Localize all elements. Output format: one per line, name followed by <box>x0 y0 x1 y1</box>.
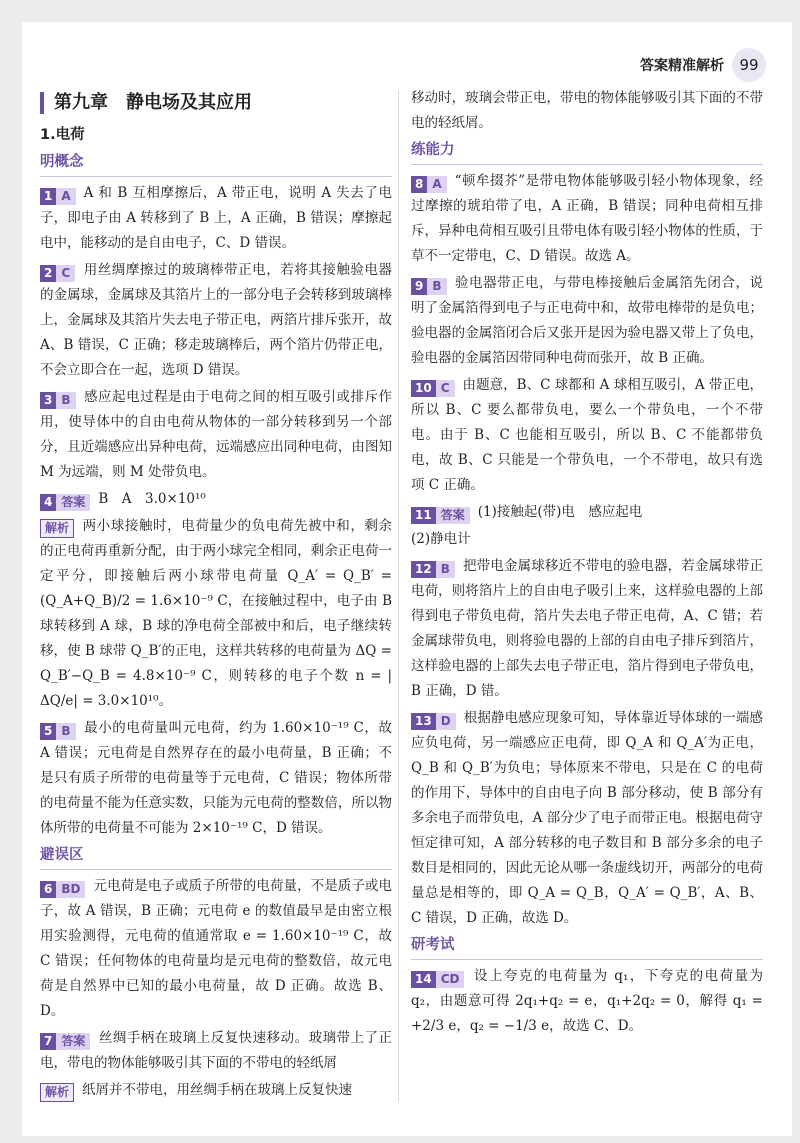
question-number: 8 <box>411 176 427 193</box>
page-header <box>640 48 766 82</box>
question-number: 11 <box>411 507 436 524</box>
analysis-item <box>40 514 392 714</box>
analysis-tag: 解析 <box>40 519 74 538</box>
answer-item <box>40 385 392 485</box>
answer-item <box>411 500 763 525</box>
answer-text: 感应起电过程是由于电荷之间的相互吸引或排斥作用，使导体中的自由电荷从物体的一部分转移到另一个部分，且近端感应出异种电荷，远端感应出同种电荷，由图知 M 为远端，则 M 处带负电。 <box>40 389 392 480</box>
page-number: 99 <box>732 48 766 82</box>
answer-text-line2: (2)静电计 <box>411 531 471 547</box>
answer-badge <box>411 713 456 730</box>
answer-badge <box>40 723 76 740</box>
question-number: 13 <box>411 713 436 730</box>
answer-item <box>411 271 763 371</box>
answer-tag: 答案 <box>56 494 90 511</box>
answer-badge <box>411 507 470 524</box>
answer-item <box>411 964 763 1039</box>
answer-text: 元电荷是电子或质子所带的电荷量，不是质子或电子，故 A 错误，B 正确；元电荷 e 的数值最早是由密立根用实验测得，元电荷的值通常取 e = 1.60×10⁻¹⁹ C，故 C 错误；任何物体的电荷量均是元电荷的整数倍，故元电荷是自然界中已知的最小电荷量，故 D 正确。故选 B、D。 <box>40 878 392 1019</box>
answer-item <box>411 554 763 704</box>
answer-badge <box>40 1033 90 1050</box>
chapter-heading <box>40 90 392 115</box>
answer-item <box>40 1026 392 1076</box>
analysis-text: 纸屑并不带电，用丝绸手柄在玻璃上反复快速 <box>82 1082 353 1098</box>
answer-letter: B <box>56 392 75 409</box>
chapter-title: 第九章 静电场及其应用 <box>54 92 252 113</box>
answer-letter: B <box>56 723 75 740</box>
subsection-title: 避误区 <box>40 843 392 870</box>
section-title: 1.电荷 <box>40 127 85 143</box>
question-number: 6 <box>40 881 56 898</box>
answer-text: 设上夸克的电荷量为 q₁，下夸克的电荷量为 q₂，由题意可得 2q₁+q₂ = e，q₁+2q₂ = 0，解得 q₁ = +2/3 e，q₂ = −1/3 e，故选 C、D。 <box>411 968 763 1034</box>
header-title: 答案精准解析 <box>640 58 724 74</box>
answer-item <box>40 716 392 841</box>
answer-item <box>40 487 392 512</box>
answer-item <box>40 181 392 256</box>
answer-letter: A <box>427 176 446 193</box>
answer-text: A 和 B 互相摩擦后，A 带正电，说明 A 失去了电子，即电子由 A 转移到了 B 上，A 正确，B 错误；摩擦起电中，能移动的是自由电子，C、D 错误。 <box>40 185 392 251</box>
answer-letter: C <box>436 380 455 397</box>
analysis-item <box>40 1078 392 1103</box>
question-number: 1 <box>40 188 56 205</box>
analysis-text: 两小球接触时，电荷量少的负电荷先被中和，剩余的正电荷再重新分配，由于两小球完全相同，剩余正电荷一定平分，即接触后两小球带电荷量 Q_A′ = Q_B′ = (Q_A+Q_B)/2 = 1.6×10⁻⁹ C，在接触过程中，电子由 B 球转移到 A 球，B 球的净电荷全部被中和后，电子继续转移，使 B 球带 Q_B′的正电，这样共转移的电荷量为 ΔQ = Q_B′−Q_B = 4.8×10⁻⁹ C，则转移的电子个数 n = |ΔQ/e| = 3.0×10¹⁰。 <box>40 518 392 709</box>
question-number: 5 <box>40 723 56 740</box>
chapter-bar <box>40 92 44 114</box>
subsection-title: 练能力 <box>411 138 763 165</box>
column-divider <box>398 90 399 1102</box>
answer-badge <box>411 971 464 988</box>
answer-item <box>411 169 763 269</box>
answer-text: 用丝绸摩擦过的玻璃棒带正电，若将其接触验电器的金属球，金属球及其箔片上的一部分电子会转移到玻璃棒上，金属球及其箔片失去电子带正电，两箔片排斥张开，故 A、B 错误，C 正确；移走玻璃棒后，两个箔片仍带正电，不会立即合在一起，选项 D 错误。 <box>40 262 392 378</box>
analysis-tag: 解析 <box>40 1083 74 1102</box>
answer-badge <box>411 176 447 193</box>
answer-text: 最小的电荷量叫元电荷，约为 1.60×10⁻¹⁹ C，故 A 错误；元电荷是自然界存在的最小电荷量，B 正确；不是只有质子所带的电荷量等于元电荷，C 错误；物体所带的电荷量不能为任意实数，只能为元电荷的整数倍，所以物体所带的电荷量不可能为 2×10⁻¹⁹ C，D 错误。 <box>40 720 392 836</box>
right-column <box>411 86 763 1041</box>
answer-letter: A <box>56 188 75 205</box>
left-column <box>40 90 392 1105</box>
answer-item <box>411 706 763 931</box>
answer-letter: C <box>56 265 75 282</box>
answer-letter: B <box>436 561 455 578</box>
question-number: 7 <box>40 1033 56 1050</box>
question-number: 4 <box>40 494 56 511</box>
answer-text: 验电器带正电，与带电棒接触后金属箔先闭合，说明了金属箔得到电子与正电荷中和，故带电棒带的是负电；验电器的金属箔闭合后又张开是因为验电器又带上了负电，验电器的金属箔因带同种电荷而张开，故 B 正确。 <box>411 275 763 366</box>
question-number: 9 <box>411 278 427 295</box>
answer-letter: D <box>436 713 456 730</box>
answer-badge <box>40 392 76 409</box>
answer-letter: BD <box>56 881 85 898</box>
answer-badge <box>411 561 455 578</box>
answer-text: 根据静电感应现象可知，导体靠近导体球的一端感应负电荷，另一端感应正电荷，即 Q_A 和 Q_A′为正电，Q_B 和 Q_B′为负电；导体原来不带电，只是在 C 的电荷的作用下，导体中的自由电子向 B 部分移动，使 B 部分有多余电子而带负电，A 部分少了电子而带正电。根据电荷守恒定律可知，A 部分转移的电子数目和 B 部分多余的电子数目是相同的，因此无论从哪一条虚线切开，两部分的电荷量总是相等的，即 Q_A = Q_B，Q_A′ = Q_B′，A、B、C 错误，D 正确，故选 D。 <box>411 710 763 926</box>
answer-letter: B <box>427 278 446 295</box>
subsection-title: 研考试 <box>411 933 763 960</box>
answer-item <box>411 373 763 498</box>
question-number: 14 <box>411 971 436 988</box>
answer-text: 丝绸手柄在玻璃上反复快速移动。玻璃带上了正电，带电的物体能够吸引其下面的不带电的轻纸屑 <box>40 1030 392 1071</box>
answer-badge <box>40 881 85 898</box>
answer-text: “顿牟掇芥”是带电物体能够吸引轻小物体现象，经过摩擦的琥珀带了电，A 正确，B 错误；同种电荷相互排斥，异种电荷相互吸引且带电体有吸引轻小物体的性质，于草不一定带电，C、D 错误。故选 A。 <box>411 173 763 264</box>
question-number: 2 <box>40 265 56 282</box>
answer-text: 把带电金属球移近不带电的验电器，若金属球带正电荷，则将箔片上的自由电子吸引上来，这样验电器的上部得到电子带负电荷，箔片失去电子带正电荷，A、C 错；若金属球带负电，则将验电器的上部的自由电子排斥到箔片，这样验电器的上部失去电子带正电，箔片得到电子带负电，B 正确，D 错。 <box>411 558 763 699</box>
answer-item <box>40 258 392 383</box>
answer-badge <box>40 265 75 282</box>
answer-text: (1)接触起(带)电 感应起电 <box>477 504 643 520</box>
answer-tag: 答案 <box>436 507 470 524</box>
answer-tag: 答案 <box>56 1033 90 1050</box>
question-number: 10 <box>411 380 436 397</box>
answer-text: B A 3.0×10¹⁰ <box>98 491 206 507</box>
answer-item <box>40 874 392 1024</box>
question-number: 3 <box>40 392 56 409</box>
answer-badge <box>411 278 447 295</box>
subsection-title: 明概念 <box>40 150 392 177</box>
answer-badge <box>40 188 76 205</box>
answer-letter: CD <box>436 971 465 988</box>
answer-badge <box>40 494 90 511</box>
question-number: 12 <box>411 561 436 578</box>
continued-text: 移动时，玻璃会带正电，带电的物体能够吸引其下面的不带电的轻纸屑。 <box>411 90 763 131</box>
answer-text: 由题意，B、C 球都和 A 球相互吸引，A 带正电，所以 B、C 要么都带负电，要么一个带负电，一个不带电。由于 B、C 也能相互吸引，所以 B、C 不能都带负电，故 B、C 只能是一个带负电，一个不带电，故只有选项 C 正确。 <box>411 377 763 493</box>
answer-badge <box>411 380 455 397</box>
